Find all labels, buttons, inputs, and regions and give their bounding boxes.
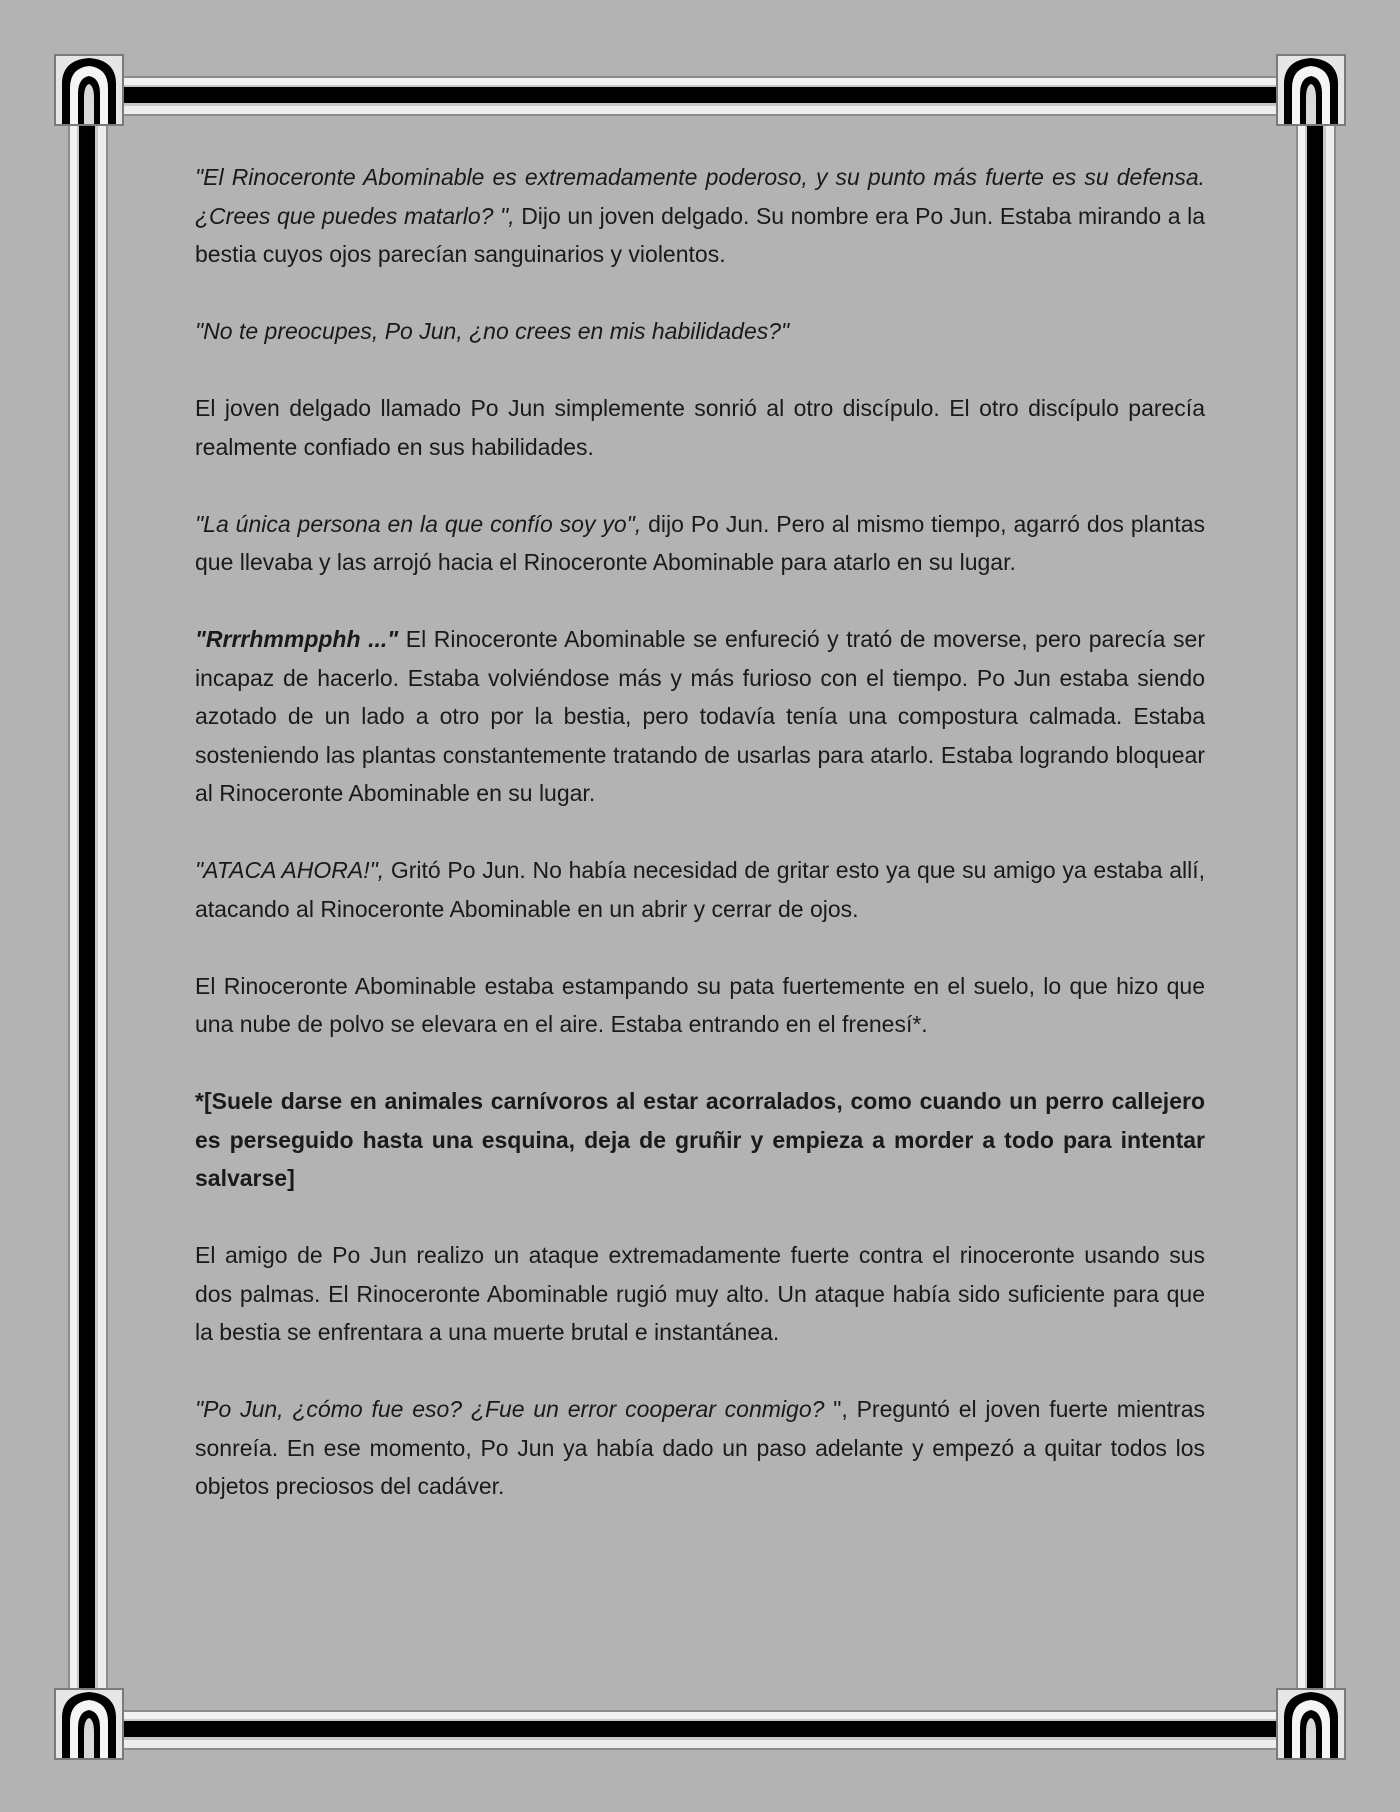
narration-text: Dijo un joven delgado. Su nombre era Po Jun. Estaba mirando a la bestia cuyos ojos parecían sanguinarios y violentos. <box>195 202 1205 267</box>
paragraph-3 <box>195 389 1205 466</box>
paragraph-6 <box>195 851 1205 928</box>
paragraph-9 <box>195 1236 1205 1352</box>
paragraph-8 <box>195 1082 1205 1198</box>
narration-text: El Rinoceronte Abominable estaba estampando su pata fuertemente en el suelo, lo que hizo que una nube de polvo se elevara en el aire. Estaba entrando en el frenesí*. <box>195 972 1205 1037</box>
corner-bottom-right-icon <box>1276 1688 1346 1760</box>
frame-top-bar <box>118 76 1282 120</box>
corner-top-left-icon <box>54 54 124 126</box>
dialogue-text: "No te preocupes, Po Jun, ¿no crees en mis habilidades?" <box>195 318 790 344</box>
frame-right-bar <box>1296 120 1340 1692</box>
footnote-text: *[Suele darse en animales carnívoros al estar acorralados, como cuando un perro callejero es perseguido hasta una esquina, deja de gruñir y empieza a morder a todo para intentar salvarse] <box>195 1088 1205 1191</box>
corner-top-right-icon <box>1276 54 1346 126</box>
paragraph-1 <box>195 158 1205 274</box>
dialogue-text: "La única persona en la que confío soy yo", <box>195 510 642 537</box>
dialogue-text: "ATACA AHORA!", <box>195 857 385 883</box>
frame-bottom-bar <box>118 1710 1282 1754</box>
frame-left-bar <box>68 120 112 1692</box>
dialogue-text: "El Rinoceronte Abominable es extremadamente poderoso, y su punto más fuerte es su defensa. ¿Crees que puedes matarlo? ", <box>195 164 1205 229</box>
narration-text: El joven delgado llamado Po Jun simplemente sonrió al otro discípulo. El otro discípulo parecía realmente confiado en sus habilidades. <box>195 395 1205 460</box>
narration-text: Gritó Po Jun. No había necesidad de gritar esto ya que su amigo ya estaba allí, atacando al Rinoceronte Abominable en un abrir y cerrar de ojos. <box>195 857 1205 922</box>
narration-text: dijo Po Jun. Pero al mismo tiempo, agarró dos plantas que llevaba y las arrojó hacia el Rinoceronte Abominable para atarlo en su lugar. <box>195 510 1206 575</box>
story-text <box>195 158 1205 1544</box>
paragraph-5 <box>195 620 1205 813</box>
corner-bottom-left-icon <box>54 1688 124 1760</box>
paragraph-4 <box>195 505 1205 582</box>
narration-text: El Rinoceronte Abominable se enfureció y trató de moverse, pero parecía ser incapaz de hacerlo. Estaba volviéndose más y más furioso con el tiempo. Po Jun estaba siendo azotado de un lado a otro por la bestia, pero todavía tenía una compostura calmada. Estaba sosteniendo las plantas constantemente tratando de usarlas para atarlo. Estaba logrando bloquear al Rinoceronte Abominable en su lugar. <box>195 626 1205 806</box>
narration-text: ", Preguntó el joven fuerte mientras sonreía. En ese momento, Po Jun ya había dado un paso adelante y empezó a quitar todos los objetos preciosos del cadáver. <box>195 1396 1206 1499</box>
paragraph-10 <box>195 1390 1205 1506</box>
dialogue-text: "Po Jun, ¿cómo fue eso? ¿Fue un error cooperar conmigo? <box>195 1396 825 1422</box>
paragraph-7 <box>195 967 1205 1044</box>
sound-effect-text: "Rrrrhmmpphh ..." <box>195 626 399 652</box>
paragraph-2 <box>195 312 1205 351</box>
narration-text: El amigo de Po Jun realizo un ataque extremadamente fuerte contra el rinoceronte usando sus dos palmas. El Rinoceronte Abominable rugió muy alto. Un ataque había sido suficiente para que la bestia se enfrentara a una muerte brutal e instantánea. <box>195 1242 1205 1345</box>
